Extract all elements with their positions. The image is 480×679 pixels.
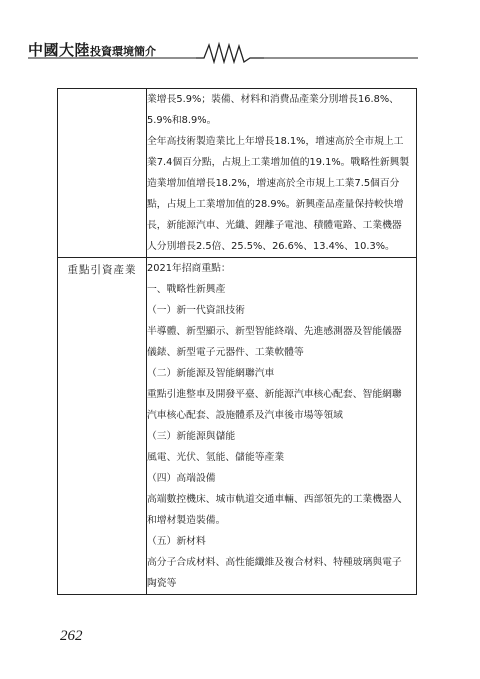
row-content-cell <box>147 89 417 258</box>
text-line: 長，新能源汽車、光纖、鋰離子電池、積體電路、工業機器 <box>147 220 402 231</box>
header-title-main: 中國大陸 <box>28 41 91 59</box>
text-line: 2021年招商重點： <box>147 263 231 274</box>
text-line: 儀錶、新型電子元器件、工業軟體等 <box>147 347 304 358</box>
text-line: 高端數控機床、城市軌道交通車輛、西部領先的工業機器人 <box>147 494 402 505</box>
text-line: 造業增加值增長18.2%，增速高於全市規上工業7.5個百分 <box>147 178 400 189</box>
header-title <box>28 40 156 62</box>
text-line: （二）新能源及智能網聯汽車 <box>147 368 275 379</box>
text-line: 點，占規上工業增加值的28.9%。新興產品產量保持較快增 <box>147 199 404 210</box>
text-line: 重點引進整車及開發平臺、新能源汽車核心配套、智能網聯 <box>147 389 402 400</box>
text-line: 和增材製造裝備。 <box>147 515 226 526</box>
content-table <box>57 88 417 595</box>
text-line: （五）新材料 <box>147 536 206 547</box>
table-row <box>58 89 417 258</box>
page-number: 262 <box>60 628 83 644</box>
text-line: （三）新能源與儲能 <box>147 431 236 442</box>
text-line: 風電、光伏、氫能、儲能等產業 <box>147 452 285 463</box>
row-content-cell <box>147 258 417 595</box>
text-line: 半導體、新型顯示、新型智能終端、先進感測器及智能儀器 <box>147 326 402 337</box>
text-line: 陶瓷等 <box>147 578 177 589</box>
text-line: 業7.4個百分點，占規上工業增加值的19.1%。戰略性新興製 <box>147 157 410 168</box>
text-line: 全年高技術製造業比上年增長18.1%，增速高於全市規上工 <box>147 136 404 147</box>
row-label-cell <box>58 89 147 258</box>
row-label-cell <box>58 258 147 595</box>
text-line: 業增長5.9%；裝備、材料和消費品產業分別增長16.8%、 <box>147 94 399 105</box>
page-header <box>28 36 452 64</box>
text-line: （一）新一代資訊技術 <box>147 305 245 316</box>
text-line: （四）高端設備 <box>147 473 216 484</box>
text-line: 5.9%和8.9%。 <box>147 115 217 126</box>
text-line: 一、戰略性新興產 <box>147 284 226 295</box>
row-label: 重點引資產業 <box>67 264 137 276</box>
text-line: 汽車核心配套、設施體系及汽車後市場等領域 <box>147 410 343 421</box>
text-line: 人分別增長2.5倍、25.5%、26.6%、13.4%、10.3%。 <box>147 241 395 252</box>
text-line: 高分子合成材料、高性能纖維及複合材料、特種玻璃與電子 <box>147 557 402 568</box>
table-row <box>58 258 417 595</box>
header-title-sub: 投資環境簡介 <box>90 45 157 58</box>
